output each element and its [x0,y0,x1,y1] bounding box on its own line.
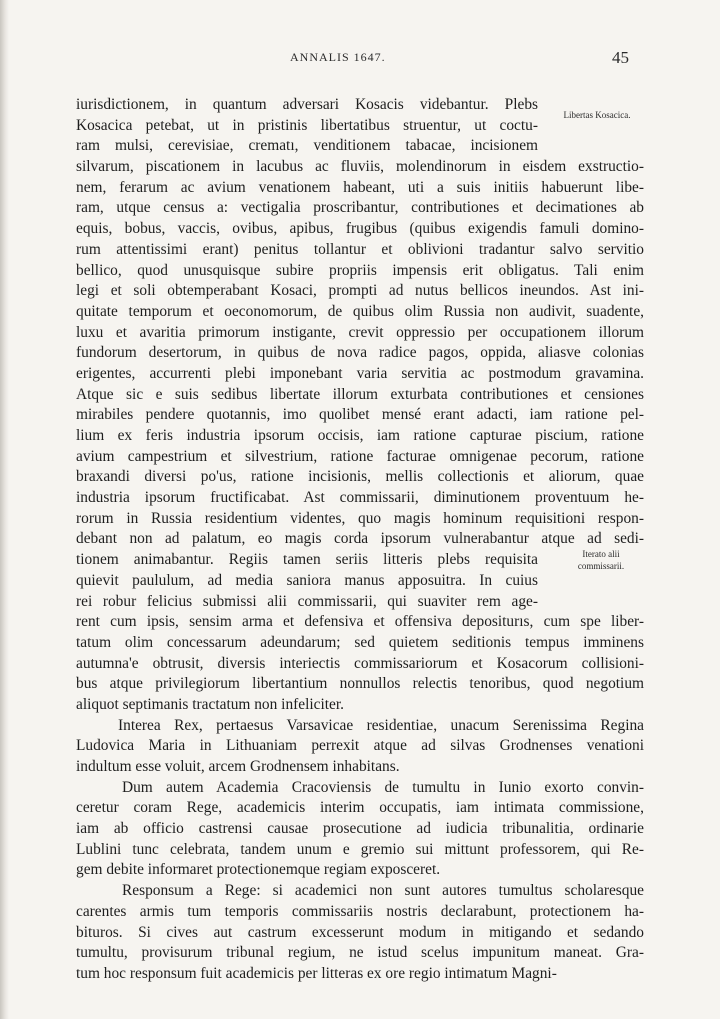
text-line: silvarum, piscationem in lacubus ac fluviis, molendinorum in eisdem exstructio- [76,158,644,176]
text-line: legi et soli obtemperabant Kosaci, prompti ad nutus bellicos ineundos. Ast ini- [76,282,644,300]
text-line: avium campestrium et silvestrium, ratione facturae omnigenae pecorum, ratione [76,447,644,465]
text-line: Atque sic e suis sedibus libertate illorum exturbata contributiones et censiones [76,385,644,403]
text-line: braxandi diversi po'us, ratione incisionis, mellis collectionis et aliorum, quae [76,468,644,486]
text-line: industria ipsorum fructificabat. Ast commissarii, diminutionem proventuum he- [76,489,644,507]
text-line: ram mulsi, cerevisiae, crematı, venditionem tabacae, incisionem [76,137,538,155]
text-line: aliquot septimanis tractatum non infeliciter. [76,695,344,713]
text-line: tionem animabantur. Regiis tamen seriis litteris plebs requisita [76,551,538,569]
text-line: Dum autem Academia Cracoviensis de tumultu in Iunio exorto convin- [122,778,644,796]
text-line: rorum in Russia residentium videntes, quo magis hominum requisitioni respon- [76,509,644,527]
text-line: bellico, quod unusquisque subire propriis impensis erit obligatus. Tali enim [76,261,644,279]
text-line: tumultu, provisurum tribunal regium, ne istud scelus impunitum maneat. Gra- [76,944,644,962]
text-line: autumna'e obtrusit, diversis interiectis commissariorum et Kosacorum collisioni- [76,654,644,672]
text-line: tatum olim concessarum adeundarum; sed quietem seditionis tempus imminens [76,633,644,651]
text-line: fundorum desertorum, in quibus de nova radice pagos, oppida, aliasve colonias [76,344,644,362]
text-line: luxu et avaritia primorum instigante, crevit oppressio per occupationem illorum [76,323,644,341]
text-line: bus atque privilegiorum libertantium nonnullos relectis tenoribus, quod negotium [76,675,644,693]
text-line: Interea Rex, pertaesus Varsavicae residentiae, unacum Serenissima Regina [118,716,644,734]
text-line: ceretur coram Rege, academicis interim occupatis, iam intimata commissione, [76,799,644,817]
text-line: gem debite informaret protectionemque regiam exposceret. [76,861,441,879]
margin-note-commissarii: Iterato alii commissarii. [577,549,625,571]
text-line: Lublini tunc celebrata, tandem unum e gremio sui mittunt professorem, qui Re- [76,840,644,858]
text-line: indultum esse voluit, arcem Grodnensem inhabitans. [76,758,400,775]
text-line: nem, ferarum ac avium venationem habeant, uti a suis initiis habuerunt libe- [76,178,644,196]
text-line: quievit paululum, ad media saniora manus apposuitra. In cuius [76,571,538,589]
text-line: mirabiles pendere quotannis, imo quolibet mensé erant adacti, iam ratione pel- [76,406,644,424]
text-line: iam ab officio castrensi causae prosecutione ad iudicia tribunalitia, ordinarie [76,820,644,838]
text-line: rei robur felicius submissi alii commissarii, qui suaviter rem age- [76,592,538,610]
text-line: bituros. Si cives aut castrum excesserunt modum in mitigando et sedando [76,923,644,941]
margin-note-libertas: Libertas Kosacica. [563,110,631,120]
text-line: erigentes, accurrenti plebi imponebant varia servitia ac postmodum gravamina. [76,364,644,382]
text-line: Kosacica petebat, ut in pristinis libertatibus struentur, ut coctu- [76,116,538,134]
text-line: lium ex feris industria ipsorum occisis, iam ratione capturae piscium, ratione [76,427,644,444]
running-head: ANNALIS 1647. [290,50,386,64]
text-line: debant non ad palatum, eo magis corda ipsorum vulnerabantur atque ad sedi- [76,530,644,548]
text-line: Ludovica Maria in Lithuaniam perrexit atque ad silvas Grodnenses venationi [76,737,644,755]
text-line: ram, utque census a: vectigalia proscribantur, contributiones et decimationes ab [76,199,644,217]
text-line: rent cum ipsis, sensim arma et defensiva et offensiva depositurıs, cum spe liber- [76,613,644,631]
text-line: Responsum a Rege: si academici non sunt autores tumultus scholaresque [122,882,644,900]
page-edge-shadow [0,0,9,1019]
text-line: carentes armis tum temporis commissariis nostris declarabunt, protectionem ha- [76,902,644,920]
page-number: 45 [612,48,629,67]
text-line: tum hoc responsum fuit academicis per litteras ex ore regio intimatum Magni- [76,964,557,982]
text-line: iurisdictionem, in quantum adversari Kosacis videbantur. Plebs [76,96,538,113]
text-line: equis, bobus, vaccis, ovibus, apibus, frugibus (quibus exigendis famuli domino- [76,220,644,238]
text-line: quitate temporum et oeconomorum, de quibus olim Russia non audivit, suadente, [76,302,644,320]
text-line: rum attentissimi erant) penitus tollantur et oblivioni tradantur salvo servitio [76,240,644,258]
body-text [76,95,644,985]
